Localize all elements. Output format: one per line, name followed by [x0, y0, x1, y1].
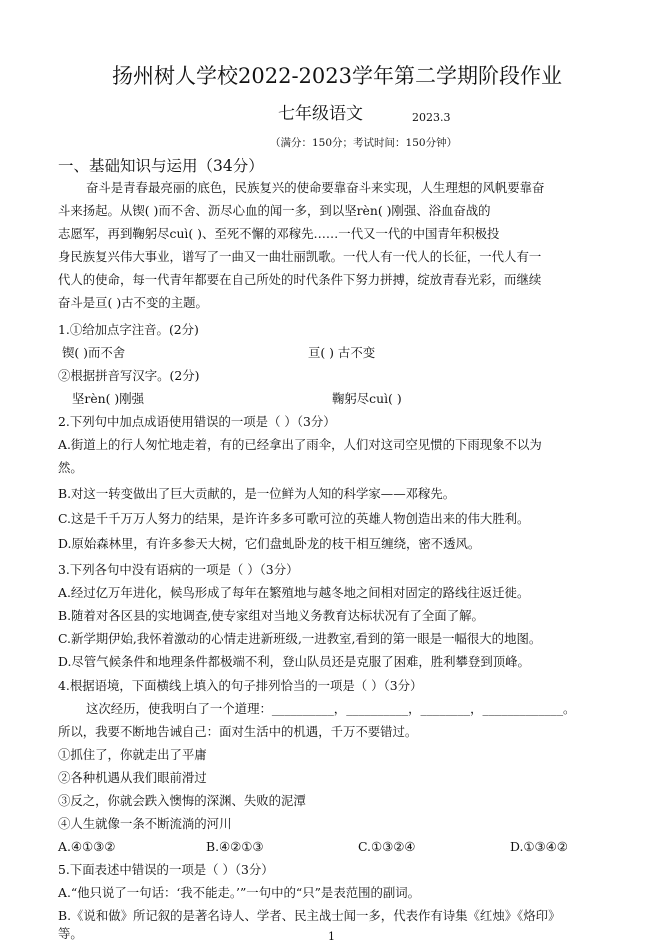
option: A.街道上的行人匆忙地走着，有的已经拿出了雨伞，人们对这司空见惯的下雨现象不以为: [58, 437, 542, 452]
option: D.原始森林里，有许多参天大树，它们盘虬卧龙的枝干相互缠绕，密不透风。: [58, 536, 481, 551]
exam-date: 2023.3: [412, 111, 451, 124]
question-stem: ②根据拼音写汉字。(2分): [58, 368, 200, 383]
page-number: 1: [328, 930, 335, 943]
option: B.《说和做》所记叙的是著名诗人、学者、民主战士闻一多，代表作有诗集《红烛》《烙印》: [58, 908, 561, 923]
exam-subtitle: 七年级语文: [278, 104, 363, 124]
passage-line: 斗来扬起。从锲( )而不舍、沥尽心血的闻一多，到以坚rèn( )刚强、浴血奋战的: [58, 203, 491, 218]
question-text: 所以，我要不断地告诫自己：面对生活中的机遇，千万不要错过。: [58, 724, 418, 739]
question-stem: 1.①给加点字注音。(2分): [58, 322, 199, 337]
passage-line: 志愿军，再到鞠躬尽cuì( )、至死不懈的邓稼先……一代又一代的中国青年积极投: [58, 226, 500, 241]
question-stem: 5.下面表述中错误的一项是（ ）（3分）: [58, 862, 274, 877]
exam-title: 扬州树人学校2022-2023学年第二学期阶段作业: [112, 64, 562, 88]
exam-note: （满分：150分；考试时间：150分钟）: [270, 137, 458, 149]
question-item: 坚rèn( )刚强: [72, 391, 145, 406]
question-item: 亘( ) 古不变: [308, 345, 376, 360]
option: D.①③④②: [510, 839, 568, 854]
passage-line: 奋斗是青春最亮丽的底色，民族复兴的使命要靠奋斗来实现，人生理想的风帆要靠奋: [86, 180, 545, 195]
option: A.④①③②: [58, 839, 116, 854]
option: 然。: [58, 460, 83, 475]
option: A.“他只说了一句话：‘我不能走。’”一句中的“只”是表范围的副词。: [58, 885, 421, 900]
sentence-item: ②各种机遇从我们眼前滑过: [58, 770, 207, 785]
passage-line: 奋斗是亘( )古不变的主题。: [58, 295, 208, 310]
option: B.随着对各区县的实地调查,使专家组对当地义务教育达标状况有了全面了解。: [58, 608, 484, 623]
question-stem: 3.下列各句中没有语病的一项是（ ）（3分）: [58, 562, 299, 577]
question-stem: 2.下列句中加点成语使用错误的一项是（ ）（3分）: [58, 414, 336, 429]
question-text: 这次经历，使我明白了一个道理：__________，__________，________，_____________。: [86, 701, 576, 716]
sentence-item: ④人生就像一条不断流淌的河川: [58, 816, 232, 831]
sentence-item: ③反之，你就会跌入懊悔的深渊、失败的泥潭: [58, 793, 306, 808]
option: A.经过亿万年进化，候鸟形成了每年在繁殖地与越冬地之间相对固定的路线往返迁徙。: [58, 585, 530, 600]
passage-line: 身民族复兴伟大事业，谱写了一曲又一曲壮丽凯歌。一代人有一代人的长征，一代人有一: [58, 249, 542, 264]
option: D.尽管气候条件和地理条件都极端不利，登山队员还是克服了困难，胜利攀登到顶峰。: [58, 654, 530, 669]
question-stem: 4.根据语境，下面横线上填入的句子排列恰当的一项是（ ）（3分）: [58, 678, 423, 693]
option: B.对这一转变做出了巨大贡献的，是一位鲜为人知的科学家——邓稼先。: [58, 486, 456, 501]
option: C.新学期伊始,我怀着激动的心情走进新班级,一进教室,看到的第一眼是一幅很大的地图。: [58, 631, 542, 646]
section-heading: 一、基础知识与运用（34分）: [58, 157, 264, 175]
option: C.①③②④: [358, 839, 416, 854]
question-item: 鞠躬尽cuì( ): [332, 391, 402, 406]
option: C.这是千千万万人努力的结果，是许许多多可歌可泣的英雄人物创造出来的伟大胜利。: [58, 511, 530, 526]
sentence-item: ①抓住了，你就走出了平庸: [58, 747, 207, 762]
option: B.④②①③: [206, 839, 264, 854]
passage-line: 代人的使命，每一代青年都要在自己所处的时代条件下努力拼搏，绽放青春光彩，而继续: [58, 272, 542, 287]
question-item: 锲( )而不舍: [62, 345, 126, 360]
option: 等。: [58, 926, 83, 941]
